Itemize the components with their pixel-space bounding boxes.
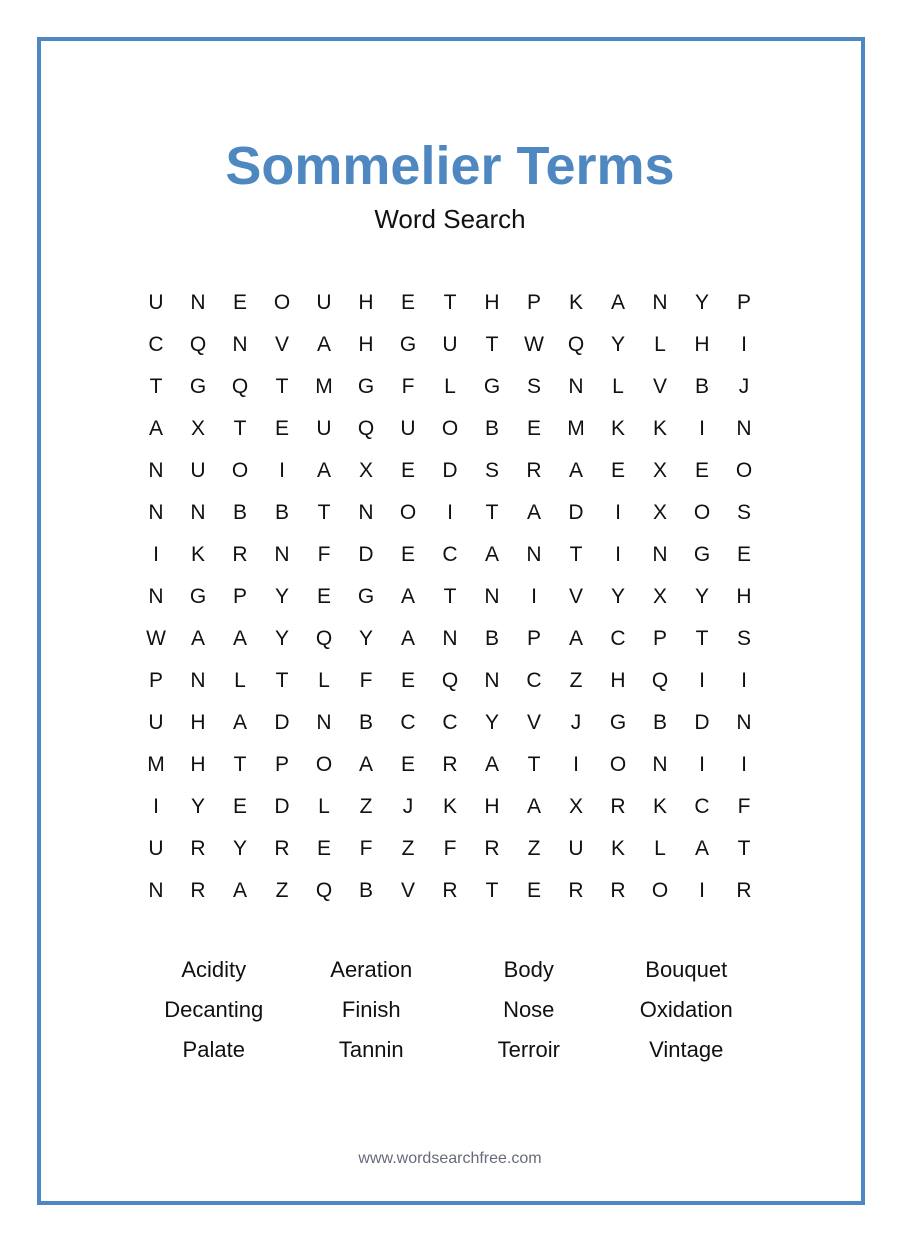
grid-letter: X	[652, 459, 667, 482]
grid-letter: P	[232, 585, 247, 608]
grid-letter: A	[316, 333, 331, 356]
grid-letter: I	[699, 753, 705, 776]
grid-letter: P	[526, 627, 541, 650]
grid-letter: G	[357, 375, 375, 398]
grid-letter: T	[443, 585, 457, 608]
grid-letter: N	[190, 501, 206, 524]
grid-letter: Y	[274, 585, 289, 608]
grid-letter: B	[358, 879, 373, 902]
grid-letter: H	[358, 333, 374, 356]
grid-letter: B	[484, 627, 499, 650]
grid-letter: R	[610, 795, 626, 818]
grid-letter: O	[273, 291, 291, 314]
grid-letter: L	[318, 795, 330, 818]
grid-letter: N	[652, 543, 668, 566]
word-list-item: Finish	[341, 997, 401, 1022]
grid-letter: N	[148, 459, 164, 482]
grid-letter: U	[316, 291, 332, 314]
grid-letter: X	[568, 795, 583, 818]
word-list-item: Acidity	[181, 957, 247, 982]
grid-letter: Q	[189, 333, 207, 356]
grid-letter: X	[190, 417, 205, 440]
grid-letter: D	[358, 543, 374, 566]
grid-letter: N	[274, 543, 290, 566]
grid-letter: E	[232, 291, 247, 314]
grid-letter: Q	[651, 669, 669, 692]
grid-letter: Z	[359, 795, 373, 818]
grid-letter: T	[569, 543, 583, 566]
word-list-item: Decanting	[164, 997, 264, 1022]
grid-letter: A	[610, 291, 625, 314]
grid-letter: U	[442, 333, 458, 356]
grid-letter: K	[442, 795, 457, 818]
grid-letter: L	[612, 375, 624, 398]
grid-letter: L	[318, 669, 330, 692]
grid-letter: D	[274, 711, 290, 734]
grid-letter: X	[358, 459, 373, 482]
grid-letter: P	[274, 753, 289, 776]
grid-letter: Y	[190, 795, 205, 818]
grid-letter: N	[652, 753, 668, 776]
grid-letter: N	[736, 711, 752, 734]
grid-letter: T	[317, 501, 331, 524]
grid-letter: U	[400, 417, 416, 440]
word-list-item: Nose	[503, 997, 555, 1022]
grid-letter: Q	[231, 375, 249, 398]
grid-letter: S	[736, 501, 751, 524]
grid-letter: A	[526, 501, 541, 524]
grid-letter: D	[274, 795, 290, 818]
grid-letter: Q	[315, 627, 333, 650]
page-subtitle: Word Search	[374, 204, 526, 234]
grid-letter: H	[694, 333, 710, 356]
grid-letter: U	[148, 291, 164, 314]
grid-letter: L	[444, 375, 456, 398]
grid-letter: R	[610, 879, 626, 902]
word-list-item: Palate	[182, 1037, 245, 1062]
grid-letter: T	[443, 291, 457, 314]
grid-letter: E	[232, 795, 247, 818]
grid-letter: C	[610, 627, 626, 650]
grid-letter: E	[694, 459, 709, 482]
grid-letter: T	[527, 753, 541, 776]
grid-letter: Q	[441, 669, 459, 692]
grid-letter: P	[148, 669, 163, 692]
grid-letter: I	[447, 501, 453, 524]
grid-letter: G	[357, 585, 375, 608]
grid-letter: Y	[358, 627, 373, 650]
grid-letter: G	[483, 375, 501, 398]
grid-letter: U	[148, 837, 164, 860]
grid-letter: T	[485, 879, 499, 902]
grid-letter: N	[190, 291, 206, 314]
grid-letter: W	[524, 333, 544, 356]
footer-url[interactable]: www.wordsearchfree.com	[358, 1150, 542, 1167]
grid-letter: C	[400, 711, 416, 734]
grid-letter: H	[610, 669, 626, 692]
grid-letter: E	[400, 291, 415, 314]
grid-letter: B	[694, 375, 709, 398]
grid-letter: V	[274, 333, 289, 356]
letter-grid	[135, 282, 765, 912]
grid-letter: A	[190, 627, 205, 650]
grid-letter: N	[316, 711, 332, 734]
grid-letter: N	[442, 627, 458, 650]
grid-letter: I	[153, 543, 159, 566]
grid-letter: I	[615, 543, 621, 566]
grid-letter: B	[484, 417, 499, 440]
grid-letter: G	[189, 375, 207, 398]
grid-letter: O	[399, 501, 417, 524]
grid-letter: A	[232, 627, 247, 650]
word-list-item: Body	[503, 957, 554, 982]
grid-letter: L	[654, 837, 666, 860]
grid-letter: N	[358, 501, 374, 524]
grid-letter: A	[694, 837, 709, 860]
grid-letter: M	[567, 417, 585, 440]
grid-letter: L	[234, 669, 246, 692]
grid-letter: L	[654, 333, 666, 356]
grid-letter: H	[484, 795, 500, 818]
grid-letter: V	[526, 711, 541, 734]
grid-letter: Z	[275, 879, 289, 902]
grid-letter: D	[694, 711, 710, 734]
grid-letter: S	[736, 627, 751, 650]
grid-letter: C	[442, 711, 458, 734]
grid-letter: R	[484, 837, 500, 860]
grid-letter: N	[232, 333, 248, 356]
grid-letter: Y	[484, 711, 499, 734]
grid-letter: N	[484, 585, 500, 608]
grid-letter: O	[735, 459, 753, 482]
grid-letter: T	[233, 417, 247, 440]
grid-letter: K	[190, 543, 205, 566]
grid-letter: C	[442, 543, 458, 566]
grid-letter: I	[699, 879, 705, 902]
word-list-item: Terroir	[497, 1037, 560, 1062]
grid-letter: N	[190, 669, 206, 692]
grid-letter: F	[359, 837, 373, 860]
grid-letter: E	[316, 585, 331, 608]
grid-letter: E	[274, 417, 289, 440]
grid-letter: R	[526, 459, 542, 482]
grid-letter: W	[146, 627, 166, 650]
grid-letter: T	[485, 501, 499, 524]
grid-letter: Z	[527, 837, 541, 860]
grid-letter: F	[359, 669, 373, 692]
grid-letter: H	[484, 291, 500, 314]
grid-letter: M	[147, 753, 165, 776]
grid-letter: I	[741, 753, 747, 776]
grid-letter: U	[148, 711, 164, 734]
grid-letter: F	[401, 375, 415, 398]
grid-letter: E	[400, 753, 415, 776]
grid-letter: V	[652, 375, 667, 398]
grid-letter: Y	[694, 291, 709, 314]
grid-letter: H	[358, 291, 374, 314]
grid-letter: G	[609, 711, 627, 734]
grid-letter: T	[275, 669, 289, 692]
grid-letter: N	[568, 375, 584, 398]
grid-letter: E	[400, 669, 415, 692]
grid-letter: P	[526, 291, 541, 314]
grid-letter: O	[231, 459, 249, 482]
grid-letter: R	[190, 837, 206, 860]
grid-letter: T	[737, 837, 751, 860]
grid-letter: Z	[569, 669, 583, 692]
word-list-item: Vintage	[649, 1037, 724, 1062]
grid-letter: V	[400, 879, 415, 902]
grid-letter: N	[148, 501, 164, 524]
word-list	[135, 950, 765, 1070]
grid-letter: Y	[274, 627, 289, 650]
grid-letter: M	[315, 375, 333, 398]
grid-letter: I	[153, 795, 159, 818]
grid-letter: K	[652, 795, 667, 818]
grid-letter: R	[232, 543, 248, 566]
grid-letter: A	[484, 753, 499, 776]
grid-letter: E	[526, 417, 541, 440]
grid-letter: A	[568, 459, 583, 482]
grid-letter: F	[737, 795, 751, 818]
grid-letter: Q	[315, 879, 333, 902]
page-title: Sommelier Terms	[225, 136, 675, 196]
grid-letter: A	[400, 585, 415, 608]
grid-letter: Q	[357, 417, 375, 440]
grid-letter: P	[652, 627, 667, 650]
grid-letter: J	[402, 795, 414, 818]
grid-letter: O	[441, 417, 459, 440]
grid-letter: F	[443, 837, 457, 860]
grid-letter: A	[358, 753, 373, 776]
grid-letter: A	[568, 627, 583, 650]
grid-letter: T	[149, 375, 163, 398]
grid-letter: C	[148, 333, 164, 356]
grid-letter: A	[484, 543, 499, 566]
grid-letter: T	[485, 333, 499, 356]
grid-letter: R	[736, 879, 752, 902]
grid-letter: K	[610, 417, 625, 440]
grid-letter: V	[568, 585, 583, 608]
grid-letter: I	[741, 333, 747, 356]
grid-letter: K	[652, 417, 667, 440]
grid-letter: N	[148, 585, 164, 608]
grid-letter: B	[232, 501, 247, 524]
grid-letter: D	[568, 501, 584, 524]
word-list-item: Oxidation	[639, 997, 733, 1022]
grid-letter: C	[694, 795, 710, 818]
grid-letter: I	[279, 459, 285, 482]
grid-letter: H	[190, 711, 206, 734]
grid-letter: Y	[232, 837, 247, 860]
grid-letter: G	[189, 585, 207, 608]
grid-letter: D	[442, 459, 458, 482]
grid-letter: Z	[401, 837, 415, 860]
grid-letter: X	[652, 501, 667, 524]
grid-letter: R	[274, 837, 290, 860]
grid-letter: O	[315, 753, 333, 776]
grid-letter: H	[190, 753, 206, 776]
grid-letter: O	[609, 753, 627, 776]
grid-letter: B	[274, 501, 289, 524]
grid-letter: N	[484, 669, 500, 692]
grid-letter: T	[275, 375, 289, 398]
grid-letter: P	[736, 291, 751, 314]
grid-letter: I	[741, 669, 747, 692]
grid-letter: I	[531, 585, 537, 608]
grid-letter: E	[526, 879, 541, 902]
grid-letter: C	[526, 669, 542, 692]
grid-letter: A	[232, 711, 247, 734]
grid-letter: A	[400, 627, 415, 650]
grid-letter: Y	[694, 585, 709, 608]
grid-letter: Q	[567, 333, 585, 356]
grid-letter: A	[526, 795, 541, 818]
grid-letter: R	[442, 753, 458, 776]
word-list-item: Aeration	[330, 957, 413, 982]
grid-letter: O	[651, 879, 669, 902]
grid-letter: K	[568, 291, 583, 314]
grid-letter: Y	[610, 585, 625, 608]
grid-letter: A	[148, 417, 163, 440]
grid-letter: J	[570, 711, 582, 734]
grid-letter: I	[573, 753, 579, 776]
grid-letter: J	[738, 375, 750, 398]
grid-letter: E	[736, 543, 751, 566]
grid-letter: B	[358, 711, 373, 734]
grid-letter: K	[610, 837, 625, 860]
grid-letter: I	[615, 501, 621, 524]
grid-letter: T	[695, 627, 709, 650]
word-list-item: Bouquet	[645, 957, 728, 982]
grid-letter: E	[400, 459, 415, 482]
grid-letter: B	[652, 711, 667, 734]
grid-letter: N	[736, 417, 752, 440]
grid-letter: E	[610, 459, 625, 482]
grid-letter: F	[317, 543, 331, 566]
grid-letter: X	[652, 585, 667, 608]
grid-letter: G	[693, 543, 711, 566]
grid-letter: R	[568, 879, 584, 902]
grid-letter: H	[736, 585, 752, 608]
grid-letter: T	[233, 753, 247, 776]
grid-letter: A	[232, 879, 247, 902]
grid-letter: I	[699, 417, 705, 440]
grid-letter: I	[699, 669, 705, 692]
grid-letter: G	[399, 333, 417, 356]
grid-letter: E	[316, 837, 331, 860]
word-list-item: Tannin	[338, 1037, 404, 1062]
grid-letter: N	[652, 291, 668, 314]
grid-letter: U	[316, 417, 332, 440]
grid-letter: S	[526, 375, 541, 398]
grid-letter: O	[693, 501, 711, 524]
grid-letter: A	[316, 459, 331, 482]
grid-letter: N	[526, 543, 542, 566]
grid-letter: U	[190, 459, 206, 482]
grid-letter: R	[190, 879, 206, 902]
grid-letter: S	[484, 459, 499, 482]
grid-letter: U	[568, 837, 584, 860]
grid-letter: Y	[610, 333, 625, 356]
grid-letter: E	[400, 543, 415, 566]
grid-letter: R	[442, 879, 458, 902]
grid-letter: N	[148, 879, 164, 902]
